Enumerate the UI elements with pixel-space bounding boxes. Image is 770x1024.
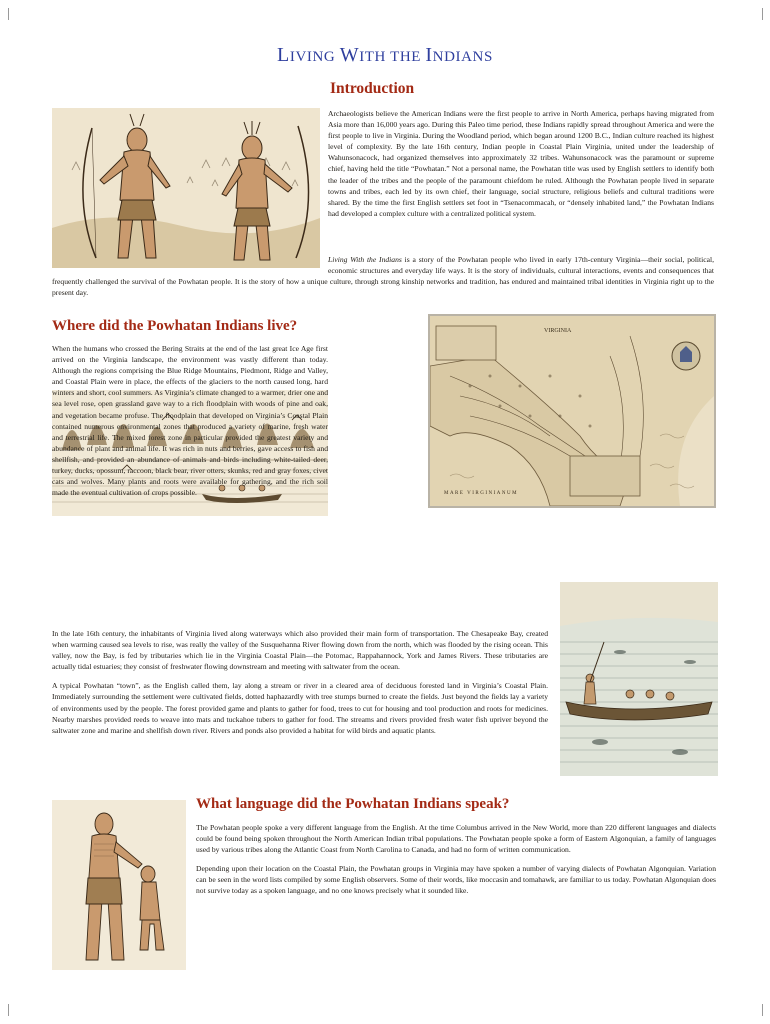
language-heading: What language did the Powhatan Indians speak?	[196, 796, 510, 812]
title-part: ITH THE	[359, 49, 426, 65]
where-paragraph-1: When the humans who crossed the Bering Straits at the end of the last great Ice Age first arrived on the Virginia landscape, the environment was vastly different than today. Although the regions comprising the Blue Ridge Mountains, Piedmont, Ridge and Valley, and Coastal Plain were in place, the effects of the glaciers to the north caused long, hard winters and short, cool summers. As Virginia’s climate changed to a warmer, drier one and sea level rose, open grassland gave way to a rich floodplain with woods of pine and oak, and vegetation became profuse. The floodplain that developed on Virginia’s Coastal Plain contained numerous environmental zones that produced a variety of marine, fresh water and terrestrial life. The mixed forest zone in particular provided the greatest variety and abundance of plant and animal life. It was rich in nuts and berries, gave access to fish and shellfish, and provided an abundance of animals and birds including white-tailed deer, turkey, ducks, opossum, raccoon, black bear, river otters, skunks, red and gray foxes, civet cats and wolves. Many plants and roots were available for gathering, and the rich soil made the eventual cultivation of crops possible.	[52, 344, 328, 498]
title-initial-i: I	[425, 44, 433, 66]
language-paragraph-2: Depending upon their location on the Coastal Plain, the Powhatan groups in Virginia may have spoken a number of varying dialects of Powhatan Algonquian. Variation can be seen in the word lists compiled by some English observers. Some of their words, like moccasin and tomahawk, are familiar to us today. Powhatan Algonquian does not survive today as a spoken language, and no one knows precisely what it sounded like.	[196, 864, 716, 896]
introduction-paragraph-2: is a story of the Powhatan people who lived in early 17th-century Virginia—their social, political, economic structures and everyday life ways. It is the story of individuals, cultural interactions, events and consequences that frequently challenged the survival of the Powhatan people. It is the story of how a unique culture, through strong kinship networks and tradition, has endured and maintained tribal identities in Virginia right up to the present day.	[52, 255, 715, 298]
language-body	[196, 822, 716, 905]
crop-mark	[762, 8, 763, 20]
where-body-continued	[52, 628, 548, 744]
exhibit-name: Living With the Indians	[328, 255, 402, 264]
map-title-label: VIRGINIA	[544, 328, 572, 334]
title-initial-l: L	[277, 44, 290, 66]
language-heading-wrap	[196, 796, 716, 813]
where-paragraph-2: In the late 16th century, the inhabitants of Virginia lived along waterways which also provided their main form of transportation. The Chesapeake Bay, created when warming caused sea levels to rise, was really the valley of the Susquehanna River flowing down from the north, which was flooded by the rising ocean. This valley, now the Bay, is fed by tributaries which lie in the Virginia Coastal Plain—the Potomac, Rappahannock, York and James Rivers. These tributaries are actually tidal estuaries; they consist of freshwater flowing downstream and meeting with saltwater from the ocean.	[52, 629, 548, 672]
where-heading-wrap	[52, 318, 412, 335]
title-part: NDIANS	[432, 49, 493, 65]
language-paragraph-1: The Powhatan people spoke a very different language from the English. At the time Columbus arrived in the New World, more than 220 different languages and dialects could be found being spoken throughout the North American Indian tribal populations. The Powhatan people spoke a form of Eastern Algonquian, a family of languages used by various tribes along the Atlantic Coast from North Carolina to Canada, and had no form of written communication.	[196, 823, 716, 855]
title-part: IVING	[289, 49, 340, 65]
wrap-spacer-map-top	[328, 343, 716, 378]
engraving-warriors-image	[52, 108, 320, 268]
where-heading: Where did the Powhatan Indians live?	[52, 318, 298, 334]
map-sea-label: MARE VIRGINIANUM	[444, 491, 519, 496]
wrap-spacer-map	[328, 378, 716, 514]
engraving-canoe-fishing-image	[560, 582, 718, 776]
introduction-heading: Introduction	[330, 80, 415, 97]
where-paragraph-3: A typical Powhatan “town”, as the English called them, lay along a stream or river in a cleared area of deciduous forested land in Virginia’s Coastal Plain. Immediately surrounding the settlement were cultivated fields, dotted haphazardly with tree stumps burned to create the fields. Just beyond the fields lay a variety of environments used by the people. The forest provided game and plants to gather for food, trees to cut for housing and tool production and roots for medicines. Nearby marshes provided reeds to weave into mats and tuckahoe tubers to gather for food. The streams and rivers provided fresh water fish upriver beyond the saltwater zone and marine and shellfish down river. Rivers and ponds also provided a habitat for wild birds and aquatic plants.	[52, 681, 548, 735]
crop-mark	[8, 8, 9, 20]
wrap-spacer	[52, 254, 328, 276]
introduction-story	[52, 254, 714, 306]
page-title	[0, 44, 770, 67]
engraving-mother-child-image	[52, 800, 186, 970]
crop-mark	[762, 1004, 763, 1016]
introduction-body	[328, 108, 714, 227]
title-initial-w: W	[339, 44, 360, 66]
crop-mark	[8, 1004, 9, 1016]
introduction-paragraph-1: Archaeologists believe the American Indians were the first people to arrive in North America, perhaps having migrated from Asia more than 16,000 years ago. During this Paleo time period, these Indians rapidly spread throughout America and were the first people to live in Virginia. During the Woodland period, which began around 1200 B.C., Indian culture reached its highest level of complexity. By the late 16th century, Indian people in Coastal Plain Virginia, united under the leadership of Wahunsonacock, had organized themselves into approximately 32 tribes. Wahunsonacock was the paramount or supreme chief, having held the title “Powhatan.” Not a personal name, the Powhatan title was used by English settlers to identify both the leader of the tribes and the people of the paramount chiefdom he ruled. Although the Powhatan people lived in separate towns and tribes, each led by its own chief, their language, social structure, religious beliefs and cultural traditions were shared. By the time the first English settlers set foot in “Tsenacommacah, or “densely inhabited land,” the Powhatan Indians had developed a complex culture with a centralized political system.	[328, 109, 714, 218]
